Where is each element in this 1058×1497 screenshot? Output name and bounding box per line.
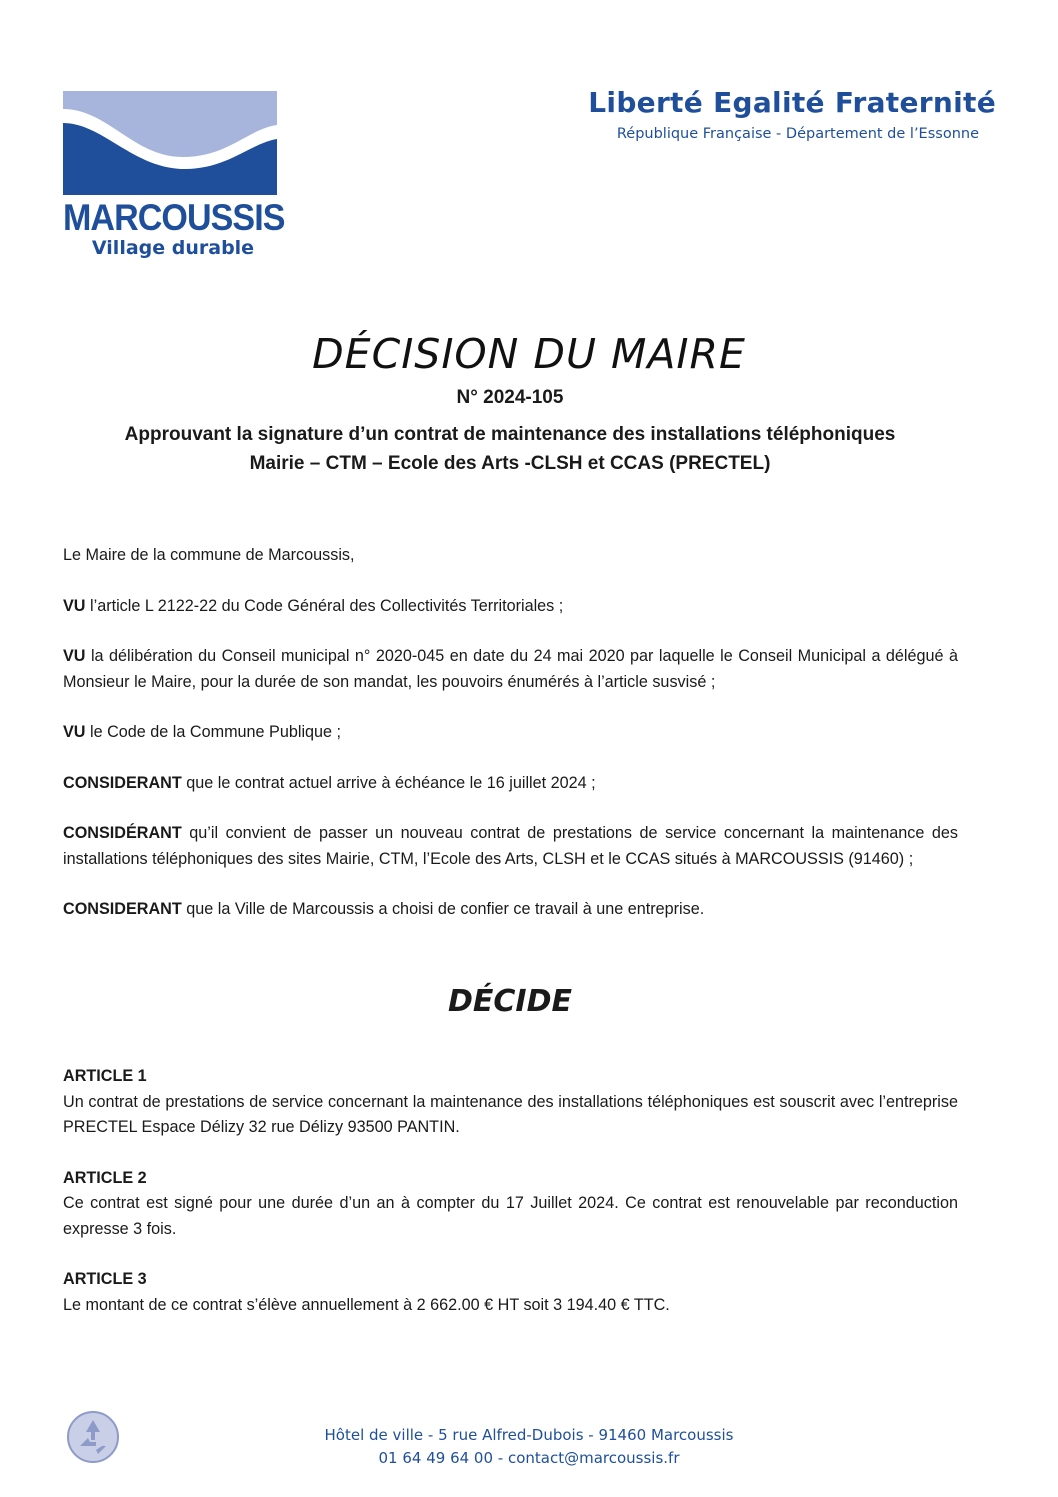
republic-motto: Liberté Egalité Fraternité: [588, 86, 996, 119]
article: [63, 1267, 958, 1318]
article-text: Le montant de ce contrat s’élève annuellement à 2 662.00 € HT soit 3 194.40 € TTC.: [63, 1295, 670, 1314]
article: [63, 1166, 958, 1243]
subject-line-1: Approuvant la signature d’un contrat de maintenance des installations téléphoniques: [124, 424, 896, 445]
preamble: [63, 543, 958, 948]
article-text: Un contrat de prestations de service concernant la maintenance des installations téléphoniques est souscrit avec l’entreprise PRECTEL Espace Délizy 32 rue Délizy 93500 PANTIN.: [63, 1092, 958, 1136]
logo-tagline: Village durable: [91, 237, 255, 259]
republic-department: République Française - Département de l’Essonne: [616, 126, 979, 142]
preamble-item: [63, 897, 958, 923]
preamble-text: la délibération du Conseil municipal n° 2020-045 en date du 24 mai 2020 par laquelle le Conseil Municipal a délégué à Monsieur le Maire, pour la durée de son mandat, les pouvoirs énumérés à l’article susvisé ;: [63, 647, 958, 691]
article-title: ARTICLE 1: [63, 1067, 147, 1085]
preamble-lead: VU: [63, 723, 86, 741]
preamble-text: que la Ville de Marcoussis a choisi de confier ce travail à une entreprise.: [181, 900, 705, 918]
preamble-lead: VU: [63, 596, 86, 615]
preamble-lead: VU: [63, 647, 86, 665]
article: [63, 1064, 958, 1141]
preamble-text: que le contrat actuel arrive à échéance le 16 juillet 2024 ;: [181, 773, 596, 792]
footer: [0, 1424, 1058, 1470]
logo-name: MARCOUSSIS: [63, 197, 285, 238]
marcoussis-logo: [63, 91, 285, 271]
articles: [63, 1064, 958, 1343]
logo-wave-icon: [63, 91, 277, 195]
preamble-item: [63, 821, 958, 872]
decision-number: N° 2024-105: [456, 387, 564, 408]
preamble-intro: Le Maire de la commune de Marcoussis,: [63, 546, 355, 564]
article-text: Ce contrat est signé pour une durée d’un an à compter du 17 Juillet 2024. Ce contrat est renouvelable par reconduction expresse 3 fois.: [63, 1194, 958, 1238]
preamble-item: [63, 720, 958, 746]
preamble-lead: CONSIDERANT: [63, 900, 182, 918]
preamble-text: l’article L 2122-22 du Code Général des Collectivités Territoriales ;: [85, 596, 564, 615]
preamble-item: [63, 594, 958, 620]
decide-heading: DÉCIDE: [448, 984, 572, 1019]
subject-line-2: Mairie – CTM – Ecole des Arts -CLSH et CCAS (PRECTEL): [249, 453, 771, 474]
preamble-lead: CONSIDERANT: [63, 773, 182, 792]
article-title: ARTICLE 2: [63, 1168, 147, 1187]
preamble-lead: CONSIDÉRANT: [63, 824, 182, 842]
document-title: DÉCISION DU MAIRE: [312, 330, 746, 378]
preamble-item: [63, 644, 958, 695]
preamble-item: [63, 771, 958, 797]
article-title: ARTICLE 3: [63, 1270, 147, 1288]
preamble-text: qu’il convient de passer un nouveau contrat de prestations de service concernant la maintenance des installations téléphoniques des sites Mairie, CTM, l’Ecole des Arts, CLSH et le CCAS situés à MARCOUSSIS (91460) ;: [63, 824, 958, 868]
footer-address: Hôtel de ville - 5 rue Alfred-Dubois - 91460 Marcoussis: [324, 1426, 734, 1444]
decision-subject: [40, 420, 980, 478]
footer-contact: 01 64 49 64 00 - contact@marcoussis.fr: [378, 1449, 680, 1467]
preamble-text: le Code de la Commune Publique ;: [85, 723, 342, 741]
